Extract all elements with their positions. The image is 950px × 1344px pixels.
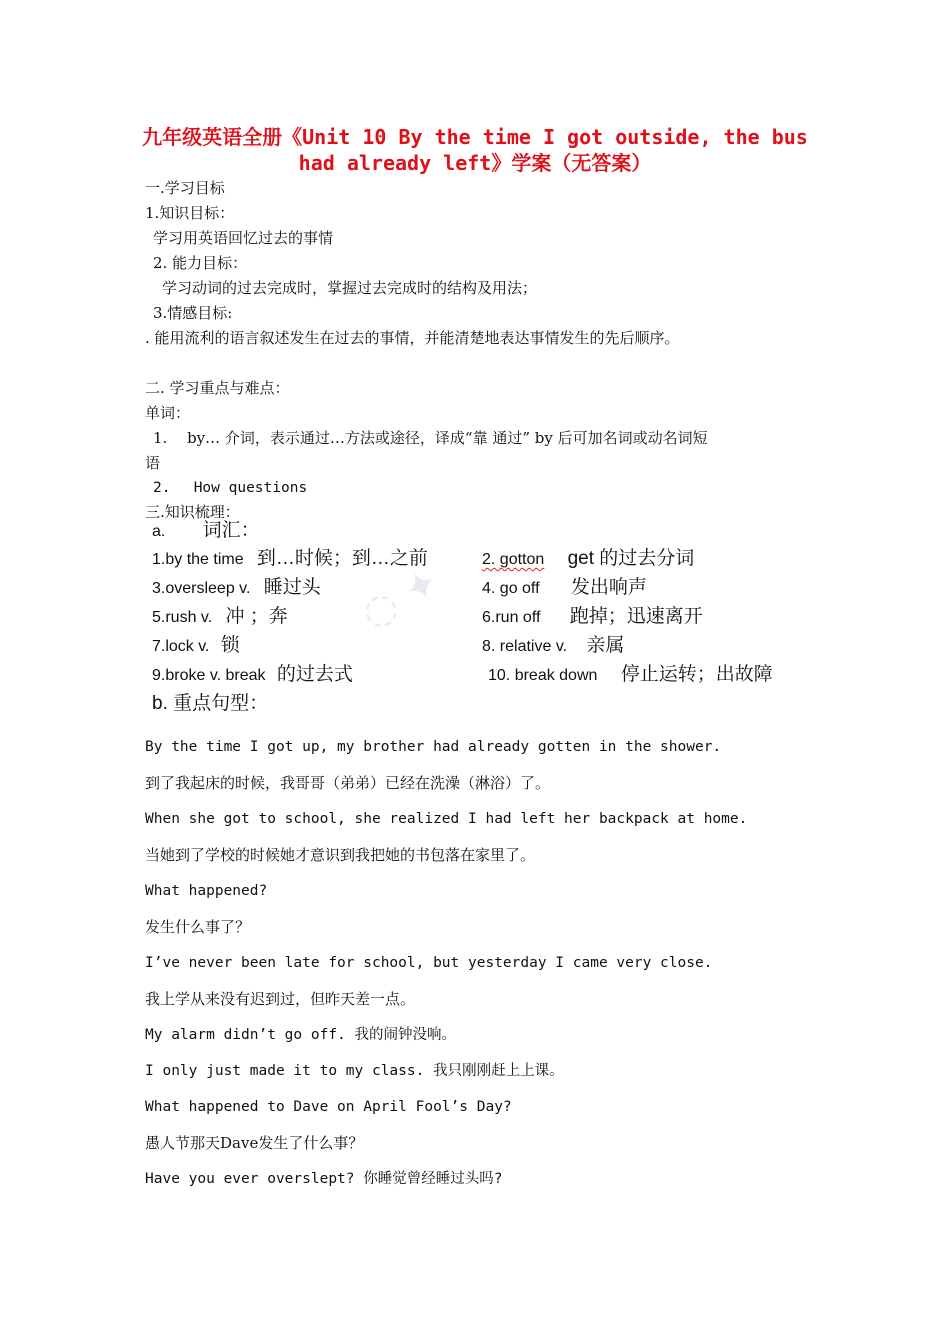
sentence-line: 我上学从来没有迟到过，但昨天差一点。	[145, 990, 416, 1008]
sentence-line: By the time I got up, my brother had already gotten in the shower.	[145, 739, 722, 755]
vocab-meaning: 跑掉；迅速离开	[569, 606, 703, 627]
sentence-line: My alarm didn’t go off. 我的闹钟没响。	[145, 1027, 457, 1043]
vocab-meaning: 发出响声	[570, 577, 647, 598]
vocab-item	[152, 663, 353, 688]
sentence-line: What happened to Dave on April Fool’s Day?	[145, 1099, 512, 1115]
words-label: 单词：	[145, 404, 191, 422]
vocab-item	[488, 663, 773, 688]
emotion-objective-text: . 能用流利的语言叙述发生在过去的事情，并能清楚地表达事情发生的先后顺序。	[145, 329, 680, 347]
ability-objective-label: 2. 能力目标：	[153, 254, 248, 272]
vocab-term: 8. relative v.	[482, 638, 568, 655]
objectives-heading: 一.学习目标	[145, 179, 225, 197]
vocab-meaning: 停止运转；出故障	[620, 664, 773, 685]
sentence-line: 到了我起床的时候，我哥哥（弟弟）已经在洗澡（淋浴）了。	[145, 774, 551, 792]
key-point-item-1-continued: 语	[145, 454, 161, 472]
vocab-meaning: 睡过头	[263, 577, 321, 598]
vocab-term: 3.oversleep v.	[152, 580, 251, 597]
vocab-item	[482, 576, 647, 601]
knowledge-heading: 三.知识梳理：	[145, 503, 240, 521]
sentence-line: 愚人节那天Dave发生了什么事？	[145, 1134, 364, 1152]
vocab-item	[482, 605, 703, 630]
title-line-1: 九年级英语全册《Unit 10 By the time I got outside, the bus	[142, 125, 808, 149]
key-point-item-1: 1. by… 介词，表示通过…方法或途径，译成“靠 通过” by 后可加名词或动名词短	[153, 429, 708, 447]
watermark-logo: ◌ ✦	[353, 558, 448, 638]
vocab-term: 2. gotton	[482, 551, 545, 568]
emotion-objective-label: 3.情感目标:	[153, 304, 233, 322]
sentence-line: 发生什么事了？	[145, 918, 251, 936]
vocab-meaning: 亲属	[586, 635, 625, 656]
vocab-item	[152, 547, 428, 572]
sentence-line: 当她到了学校的时候她才意识到我把她的书包落在家里了。	[145, 846, 536, 864]
vocab-term: 10. break down	[488, 667, 598, 684]
title-line-2: had already left》学案（无答案）	[298, 151, 652, 175]
sentence-line: What happened?	[145, 883, 268, 899]
sentence-line: I only just made it to my class. 我只刚刚赶上上课。	[145, 1063, 564, 1079]
vocab-term: 4. go off	[482, 580, 540, 597]
vocab-heading-label: 词汇：	[202, 520, 260, 541]
knowledge-objective-text: 学习用英语回忆过去的事情	[153, 229, 334, 247]
key-point-item-2: 2. How questions	[153, 480, 308, 496]
knowledge-objective-label: 1.知识目标：	[145, 204, 235, 222]
sentence-line: I’ve never been late for school, but yesterday I came very close.	[145, 955, 713, 971]
vocab-term: 7.lock v.	[152, 638, 210, 655]
vocab-meaning: 锁	[220, 635, 240, 656]
vocab-term: 6.run off	[482, 609, 541, 626]
vocab-term: 5.rush v.	[152, 609, 213, 626]
vocab-meaning: get 的过去分词	[567, 548, 695, 569]
vocab-meaning: 冲 ；奔	[225, 606, 288, 627]
vocab-item	[152, 605, 288, 630]
vocab-term: 1.by the time	[152, 551, 244, 568]
vocab-term: 9.broke v. break	[152, 667, 266, 684]
vocab-heading	[152, 519, 260, 544]
vocab-meaning: 到…时候；到…之前	[256, 548, 428, 569]
vocab-item	[482, 547, 694, 572]
vocab-item	[152, 576, 321, 601]
document-title	[100, 124, 850, 176]
ability-objective-text: 学习动词的过去完成时，掌握过去完成时的结构及用法；	[162, 279, 538, 297]
vocab-heading-letter: a.	[152, 523, 166, 540]
sentence-line: Have you ever overslept? 你睡觉曾经睡过头吗?	[145, 1171, 503, 1187]
vocab-meaning: 的过去式	[276, 664, 353, 685]
sentences-heading: b. 重点句型：	[152, 693, 269, 714]
vocab-item	[152, 634, 240, 659]
vocab-item	[482, 634, 624, 659]
key-points-heading: 二. 学习重点与难点：	[145, 379, 290, 397]
sentence-line: When she got to school, she realized I had left her backpack at home.	[145, 811, 748, 827]
